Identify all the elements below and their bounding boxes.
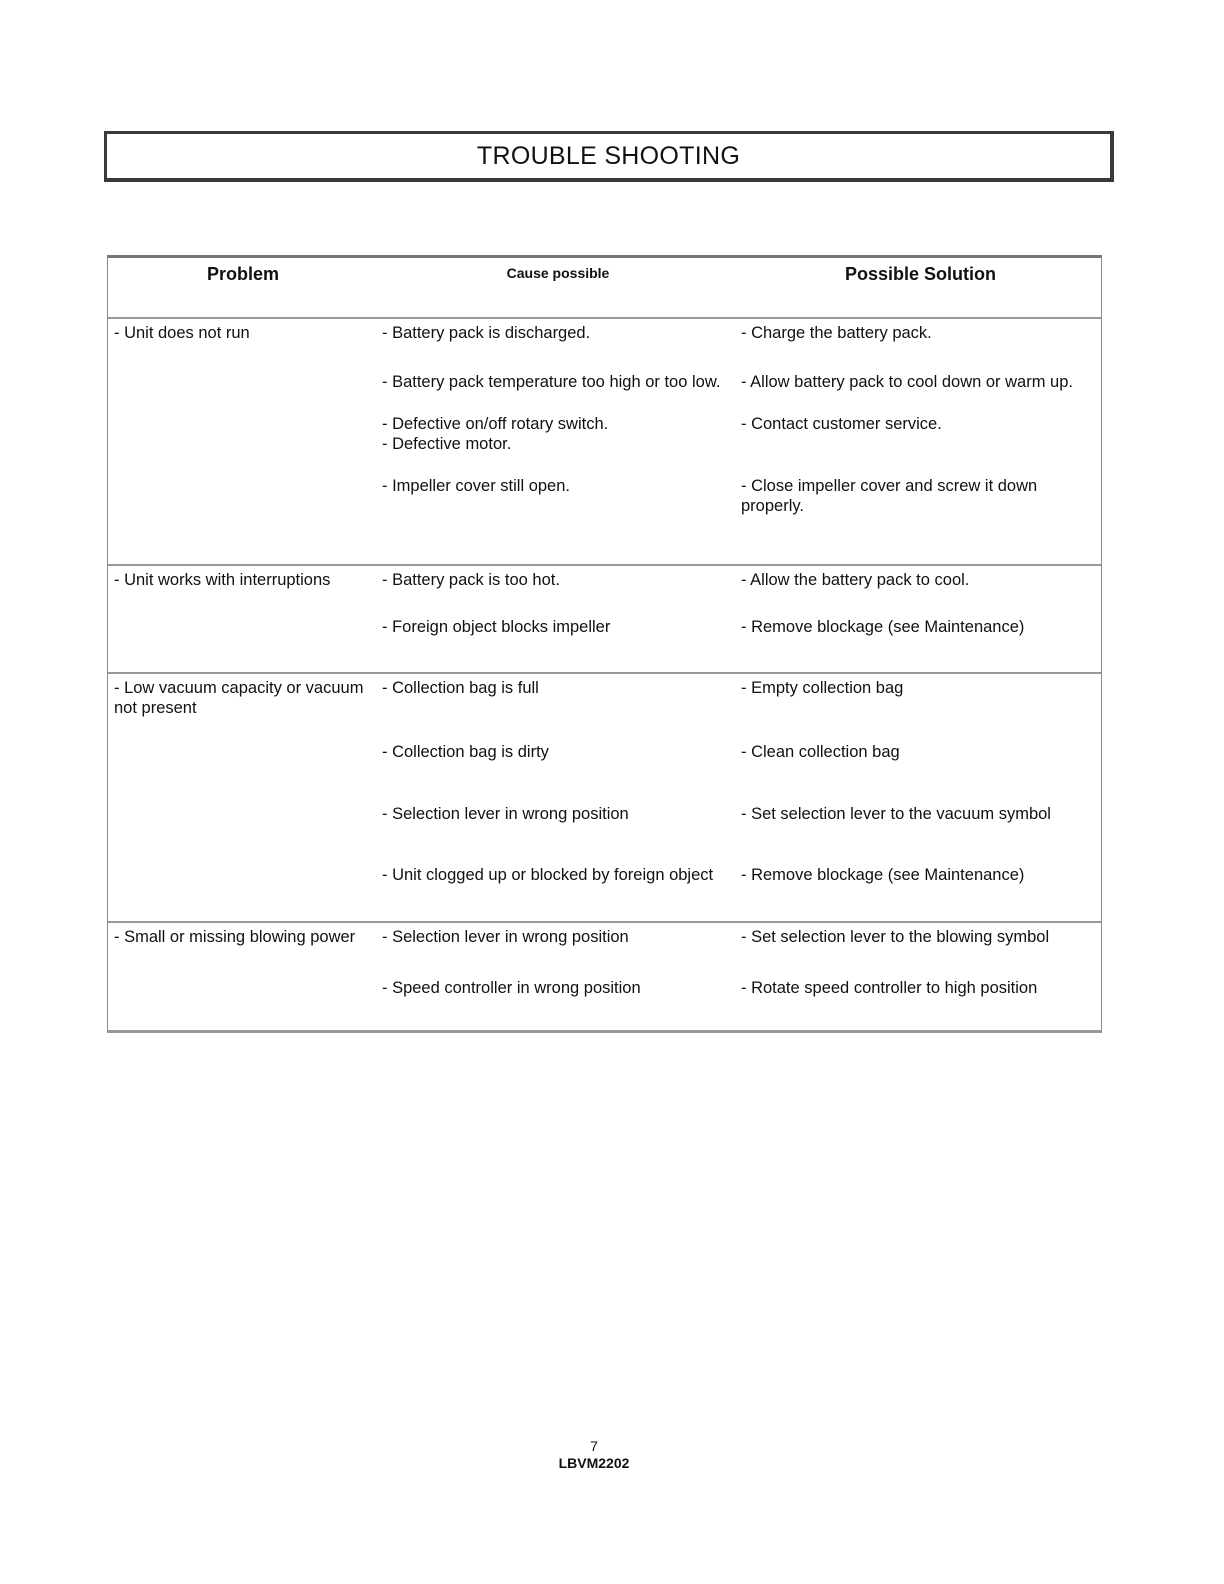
troubleshooting-table [107, 255, 1102, 1033]
cause-cell: - Unit clogged up or blocked by foreign object [382, 866, 714, 884]
cause-cell: - Selection lever in wrong position [382, 928, 629, 946]
solution-cell: - Allow battery pack to cool down or warm up. [741, 373, 1073, 391]
problem-cell: - Unit works with interruptions [114, 571, 331, 589]
page-number: 7 [590, 1438, 598, 1454]
section-divider [108, 564, 1101, 566]
cause-cell: - Collection bag is dirty [382, 743, 549, 761]
page-title: TROUBLE SHOOTING [476, 141, 741, 170]
section-divider [108, 921, 1101, 923]
problem-cell: not present [114, 699, 197, 717]
cause-cell: - Impeller cover still open. [382, 477, 570, 495]
header-problem: Problem [206, 264, 280, 284]
problem-cell: - Unit does not run [114, 324, 250, 342]
solution-cell: - Charge the battery pack. [741, 324, 932, 342]
header-solution: Possible Solution [844, 264, 996, 284]
problem-cell: - Low vacuum capacity or vacuum [114, 679, 364, 697]
solution-cell: - Clean collection bag [741, 743, 900, 761]
cause-cell: - Speed controller in wrong position [382, 979, 641, 997]
cause-cell: - Battery pack is too hot. [382, 571, 560, 589]
problem-cell: - Small or missing blowing power [114, 928, 356, 946]
header-cause: Cause possible [506, 265, 610, 281]
solution-cell: - Remove blockage (see Maintenance) [741, 866, 1025, 884]
model-number: LBVM2202 [558, 1455, 630, 1471]
header-divider [108, 317, 1101, 319]
section-divider [108, 672, 1101, 674]
solution-cell: - Remove blockage (see Maintenance) [741, 618, 1025, 636]
cause-cell: - Battery pack is discharged. [382, 324, 591, 342]
cause-cell: - Battery pack temperature too high or too low. [382, 373, 721, 391]
solution-cell: - Set selection lever to the blowing symbol [741, 928, 1050, 946]
solution-cell: - Contact customer service. [741, 415, 942, 433]
solution-cell: - Rotate speed controller to high position [741, 979, 1038, 997]
solution-cell: - Close impeller cover and screw it down [741, 477, 1038, 495]
solution-cell: - Allow the battery pack to cool. [741, 571, 970, 589]
solution-cell: - Empty collection bag [741, 679, 904, 697]
cause-cell: - Collection bag is full [382, 679, 539, 697]
cause-cell: - Defective motor. [382, 435, 512, 453]
cause-cell: - Selection lever in wrong position [382, 805, 629, 823]
solution-cell: - Set selection lever to the vacuum symbol [741, 805, 1051, 823]
cause-cell: - Defective on/off rotary switch. [382, 415, 609, 433]
cause-cell: - Foreign object blocks impeller [382, 618, 611, 636]
title-banner [104, 131, 1114, 182]
solution-cell: properly. [741, 497, 804, 515]
